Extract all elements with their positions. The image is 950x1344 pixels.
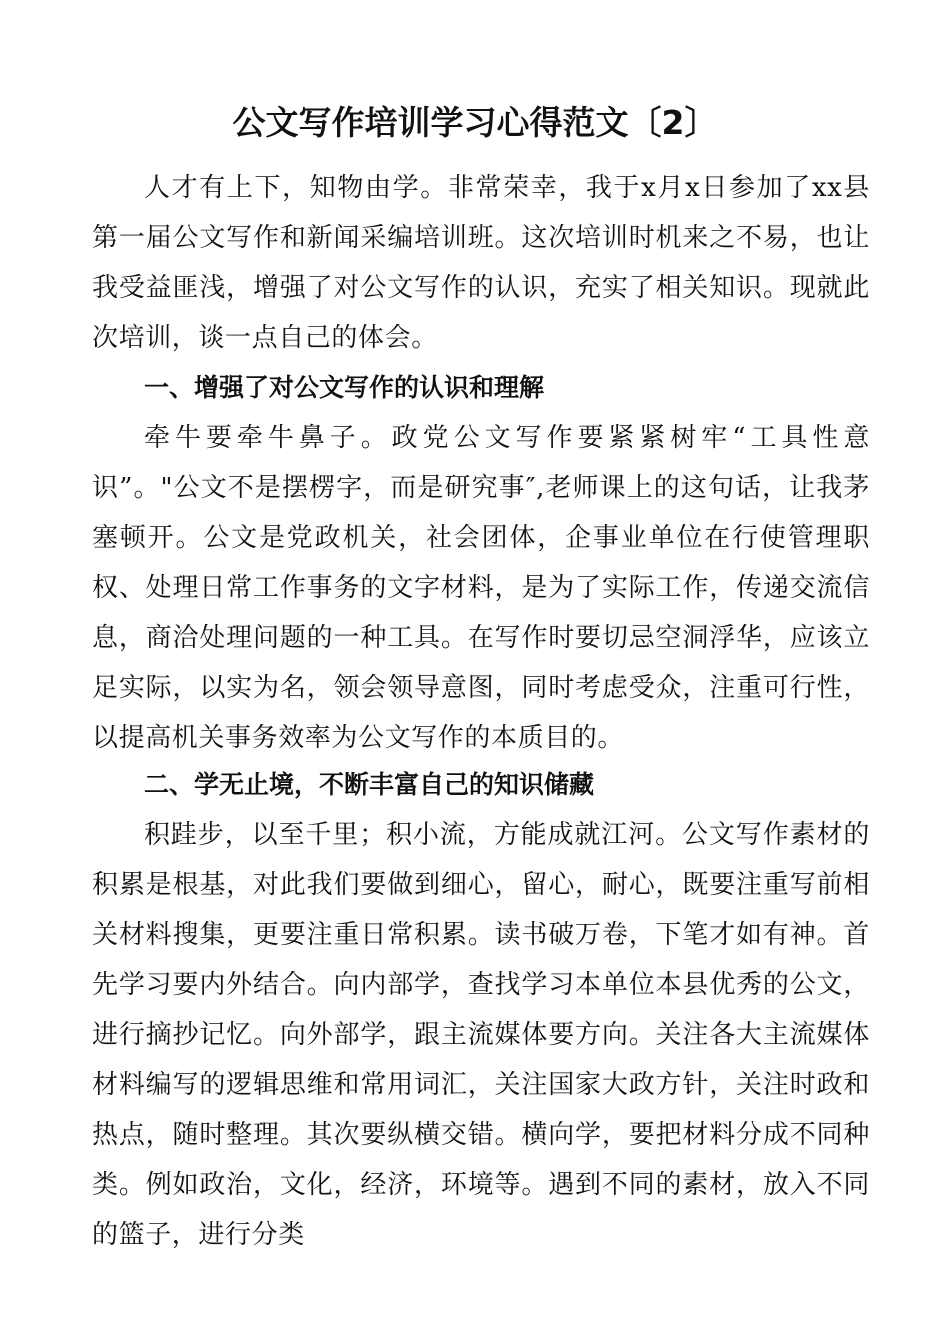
document-title: 公文写作培训学习心得范文〔2〕 [232, 103, 718, 142]
section-2-paragraph: 积跬步，以至千里；积小流，方能成就江河。公文写作素材的积累是根基，对此我们要做到细心，留心，耐心，既要注重写前相关材料搜集，更要注重日常积累。读书破万卷，下笔才如有神。首先学习要内外结合。向内部学，查找学习本单位本县优秀的公文，进行摘抄记忆。向外部学，跟主流媒体要方向。关注各大主流媒体材料编写的逻辑思维和常用词汇，关注国家大政方针，关注时政和热点，随时整理。其次要纵横交错。横向学，要把材料分成不同种类。例如政治，文化，经济，环境等。遇到不同的素材，放入不同的篮子，进行分类 [92, 820, 870, 1250]
intro-paragraph: 人才有上下，知物由学。非常荣幸，我于x月x日参加了xx县第一届公文写作和新闻采编培训班。这次培训时机来之不易，也让我受益匪浅，增强了对公文写作的认识，充实了相关知识。现就此次培训，谈一点自己的体会。 [92, 173, 870, 353]
section-1-heading: 一、增强了对公文写作的认识和理解 [144, 373, 545, 402]
section-1-paragraph: 牵牛要牵牛鼻子。政党公文写作要紧紧树牢“工具性意识”。"公文不是摆楞字，而是研究事″,老师课上的这句话，让我茅塞顿开。公文是党政机关，社会团体，企事业单位在行使管理职权、处理日常工作事务的文字材料，是为了实际工作，传递交流信息，商洽处理问题的一种工具。在写作时要切忌空洞浮华，应该立足实际，以实为名，领会领导意图，同时考虑受众，注重可行性，以提高机关事务效率为公文写作的本质目的。 [92, 423, 870, 753]
section-2-heading: 二、学无止境，不断丰富自己的知识储藏 [144, 770, 595, 799]
